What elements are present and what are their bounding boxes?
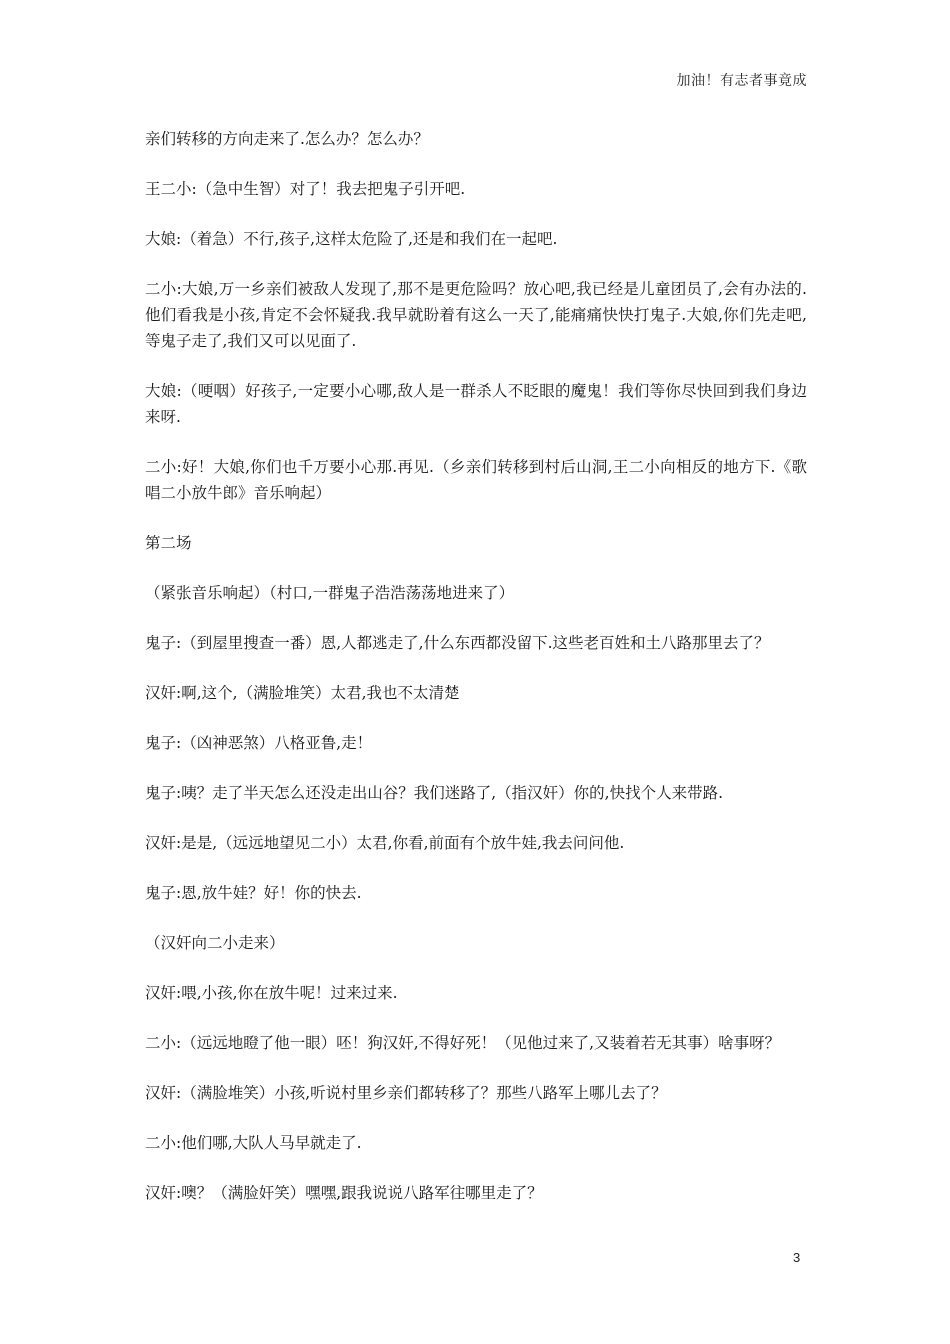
paragraph: 鬼子:（凶神恶煞）八格亚鲁,走！ xyxy=(145,734,373,752)
page-number: 3 xyxy=(793,1250,801,1265)
scene-heading: 第二场 xyxy=(145,534,192,552)
script-body xyxy=(145,126,807,1230)
paragraph: 汉奸:喂,小孩,你在放牛呢！过来过来. xyxy=(145,984,398,1002)
paragraph: 鬼子:恩,放牛娃？好！你的快去. xyxy=(145,884,362,902)
paragraph: 王二小:（急中生智）对了！我去把鬼子引开吧. xyxy=(145,180,466,198)
stage-direction: （汉奸向二小走来） xyxy=(145,934,285,952)
paragraph: 二小:好！大娘,你们也千万要小心那.再见.（乡亲们转移到村后山洞,王二小向相反的地方下.《歌唱二小放牛郎》音乐响起） xyxy=(145,458,807,502)
paragraph: 亲们转移的方向走来了.怎么办？怎么办？ xyxy=(145,130,429,148)
paragraph: 二小:他们哪,大队人马早就走了. xyxy=(145,1134,362,1152)
paragraph: 汉奸:是是,（远远地望见二小）太君,你看,前面有个放牛娃,我去问问他. xyxy=(145,834,625,852)
paragraph: 汉奸:（满脸堆笑）小孩,听说村里乡亲们都转移了？那些八路军上哪儿去了？ xyxy=(145,1084,667,1102)
paragraph: 汉奸:噢？（满脸奸笑）嘿嘿,跟我说说八路军往哪里走了？ xyxy=(145,1184,543,1202)
paragraph: 大娘:（哽咽）好孩子,一定要小心哪,敌人是一群杀人不眨眼的魔鬼！我们等你尽快回到我们身边来呀. xyxy=(145,382,807,426)
stage-direction: （紧张音乐响起）（村口,一群鬼子浩浩荡荡地进来了） xyxy=(145,584,515,602)
paragraph: 二小:（远远地瞪了他一眼）呸！狗汉奸,不得好死！（见他过来了,又装着若无其事）啥事呀？ xyxy=(145,1034,781,1052)
paragraph: 大娘:（着急）不行,孩子,这样太危险了,还是和我们在一起吧. xyxy=(145,230,558,248)
paragraph: 二小:大娘,万一乡亲们被敌人发现了,那不是更危险吗？放心吧,我已经是儿童团员了,会有办法的.他们看我是小孩,肯定不会怀疑我.我早就盼着有这么一天了,能痛痛快快打鬼子.大娘,你们先走吧,等鬼子走了,我们又可以见面了. xyxy=(145,280,807,350)
paragraph: 汉奸:啊,这个,（满脸堆笑）太君,我也不太清楚 xyxy=(145,684,460,702)
paragraph: 鬼子:咦？走了半天怎么还没走出山谷？我们迷路了,（指汉奸）你的,快找个人来带路. xyxy=(145,784,724,802)
page-header-motto: 加油！有志者事竟成 xyxy=(676,73,807,89)
paragraph: 鬼子:（到屋里搜查一番）恩,人都逃走了,什么东西都没留下.这些老百姓和土八路那里去了？ xyxy=(145,634,770,652)
